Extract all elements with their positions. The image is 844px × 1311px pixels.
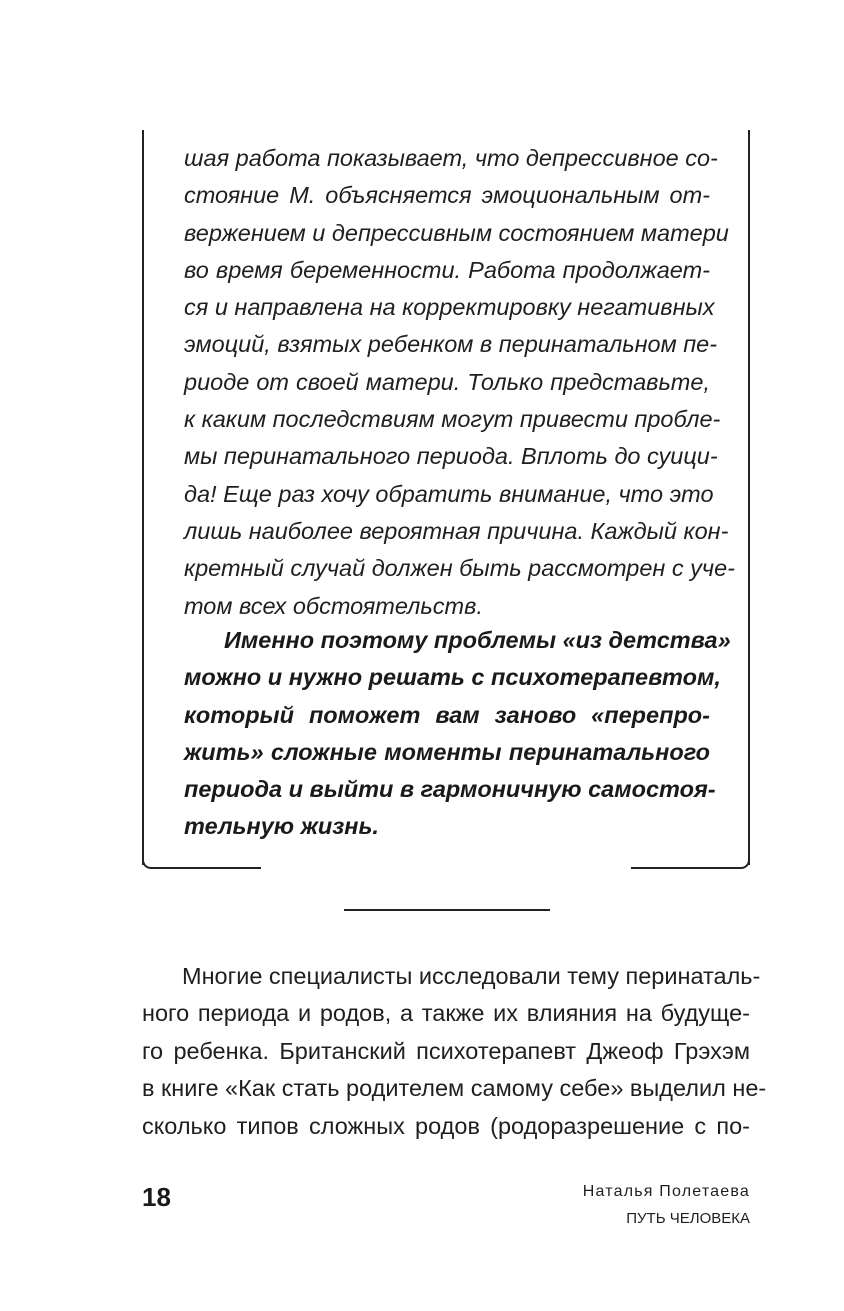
section-divider [344, 909, 550, 911]
text-line: к каким последствиям могут привести пробле- [184, 406, 721, 433]
text-line: шая работа показывает, что депрессивное со- [184, 145, 718, 171]
text-line: кретный случай должен быть рассмотрен с уче- [184, 555, 735, 582]
quote-box-bottom-left-line [151, 867, 261, 869]
highlighted-quote-box [142, 130, 750, 874]
text-line: вержением и депрессивным состоянием матери [184, 219, 729, 246]
text-line: да! Еще раз хочу обратить внимание, что это [184, 480, 714, 507]
text-line: том всех обстоятельств. [184, 592, 483, 619]
text-line: го ребенка. Британский психотерапевт Джеоф Грэхэм [142, 1037, 750, 1064]
text-line: лишь наиболее вероятная причина. Каждый кон- [184, 517, 729, 544]
text-line: который поможет вам заново «перепро- [184, 701, 710, 728]
text-line: Многие специалисты исследовали тему перинаталь- [182, 963, 761, 989]
quote-bold-conclusion [184, 622, 731, 846]
body-paragraph [142, 958, 767, 1145]
quote-box-bottom-right-line [631, 867, 741, 869]
text-line: Именно поэтому проблемы «из детства» [224, 627, 731, 653]
quote-box-right-border [748, 130, 750, 865]
quote-box-left-border [142, 130, 144, 865]
text-line: риоде от своей матери. Только представьте, [184, 368, 710, 395]
text-line: в книге «Как стать родителем самому себе» выделил не- [142, 1075, 767, 1102]
text-line: эмоций, взятых ребенком в перинатальном пе- [184, 331, 718, 358]
text-line: во время беременности. Работа продолжает- [184, 256, 710, 283]
text-line: периода и выйти в гармоничную самостоя- [184, 776, 716, 803]
running-footer-book-title: ПУТЬ ЧЕЛОВЕКА [626, 1210, 750, 1227]
running-footer-author: Наталья Полетаева [582, 1183, 750, 1200]
text-line: жить» сложные моменты перинатального [184, 738, 710, 765]
quote-italic-paragraph [184, 140, 735, 625]
text-line: ного периода и родов, а также их влияния на будуще- [142, 1000, 750, 1027]
page-number: 18 [142, 1182, 171, 1212]
text-line: ся и направлена на корректировку негативных [184, 294, 715, 321]
text-line: сколько типов сложных родов (родоразрешение с по- [142, 1112, 750, 1139]
text-line: мы перинатального периода. Вплоть до суици- [184, 443, 718, 470]
text-line: можно и нужно решать с психотерапевтом, [184, 664, 721, 691]
text-line: тельную жизнь. [184, 813, 379, 840]
text-line: стояние М. объясняется эмоциональным от- [184, 182, 710, 209]
